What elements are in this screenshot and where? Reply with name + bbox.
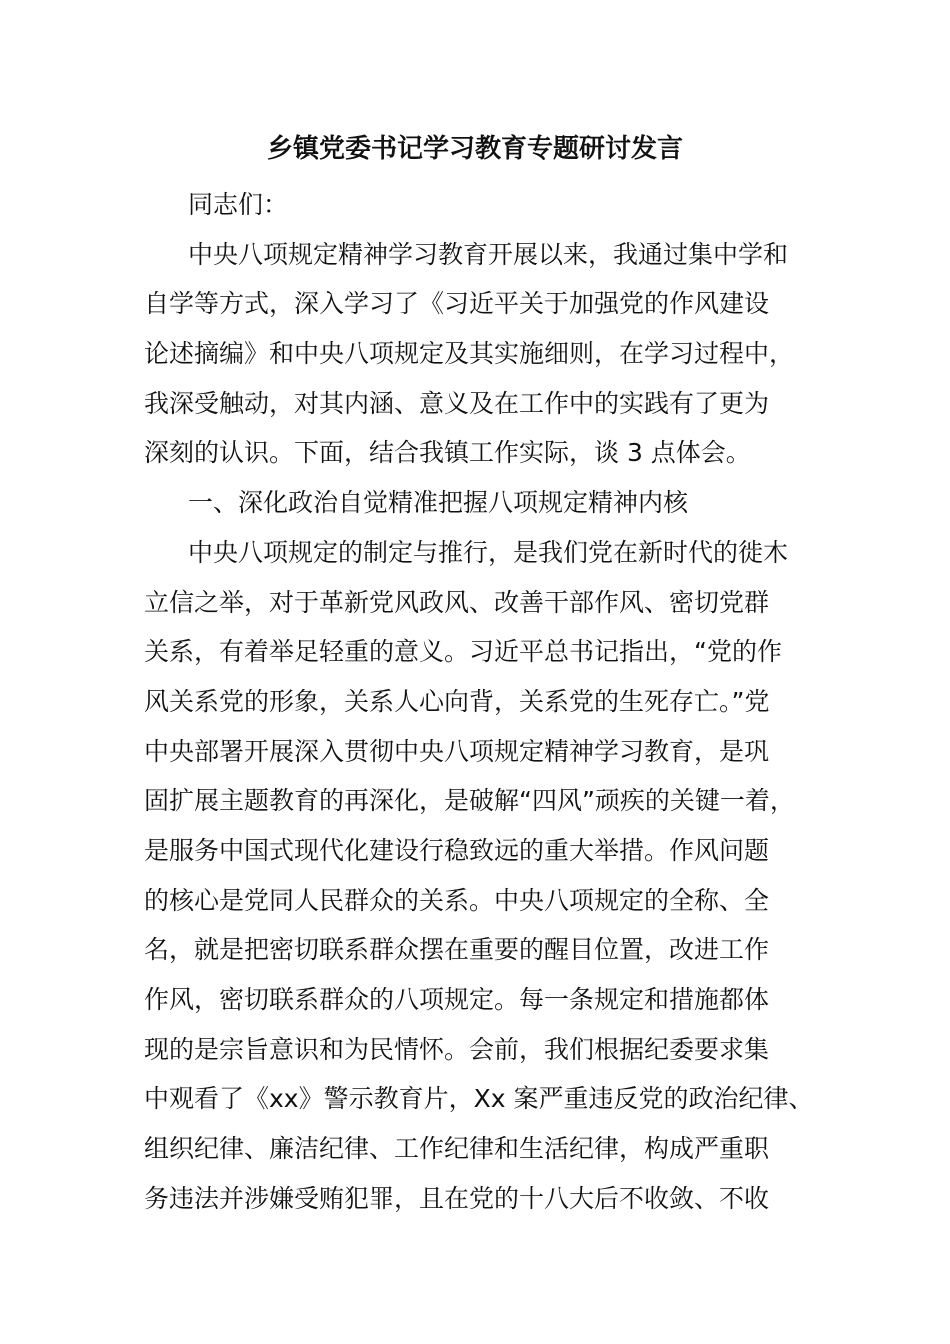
text-line: 论述摘编》和中央八项规定及其实施细则，在学习过程中， (144, 339, 795, 369)
text-line: 我深受触动，对其内涵、意义及在工作中的实践有了更为 (144, 388, 770, 418)
section-heading: 一、深化政治自觉精准把握八项规定精神内核 (188, 488, 689, 518)
text-line: 自学等方式，深入学习了《习近平关于加强党的作风建设 (144, 289, 770, 319)
text-line: 固扩展主题教育的再深化，是破解“四风”顽疾的关键一着， (144, 786, 795, 816)
text-line: 深刻的认识。下面，结合我镇工作实际，谈 3 点体会。 (144, 438, 751, 468)
text-line: 风关系党的形象，关系人心向背，关系党的生死存亡。”党 (144, 686, 770, 716)
text-line: 名，就是把密切联系群众摆在重要的醒目位置，改进工作 (144, 935, 770, 965)
text-line: 中央八项规定精神学习教育开展以来，我通过集中学和 (188, 239, 789, 269)
text-line: 现的是宗旨意识和为民情怀。会前，我们根据纪委要求集 (144, 1034, 770, 1064)
document-title: 乡镇党委书记学习教育专题研讨发言 (266, 134, 683, 164)
text-line: 的核心是党同人民群众的关系。中央八项规定的全称、全 (144, 885, 770, 915)
text-line: 关系，有着举足轻重的意义。习近平总书记指出，“党的作 (144, 637, 782, 667)
text-line: 作风，密切联系群众的八项规定。每一条规定和措施都体 (144, 985, 770, 1014)
text-line: 务违法并涉嫌受贿犯罪，且在党的十八大后不收敛、不收 (144, 1183, 770, 1213)
text-line: 立信之举，对于革新党风政风、改善干部作风、密切党群 (144, 587, 770, 617)
text-line: 同志们： (188, 190, 289, 219)
document-body (144, 180, 824, 1223)
text-line: 是服务中国式现代化建设行稳致远的重大举措。作风问题 (144, 835, 770, 865)
text-line: 中央部署开展深入贯彻中央八项规定精神学习教育，是巩 (144, 736, 770, 766)
text-line: 组织纪律、廉洁纪律、工作纪律和生活纪律，构成严重职 (144, 1134, 770, 1164)
text-line: 中央八项规定的制定与推行，是我们党在新时代的徙木 (188, 537, 789, 567)
text-line: 中观看了《xx》警示教育片，Xx 案严重违反党的政治纪律、 (144, 1084, 814, 1114)
